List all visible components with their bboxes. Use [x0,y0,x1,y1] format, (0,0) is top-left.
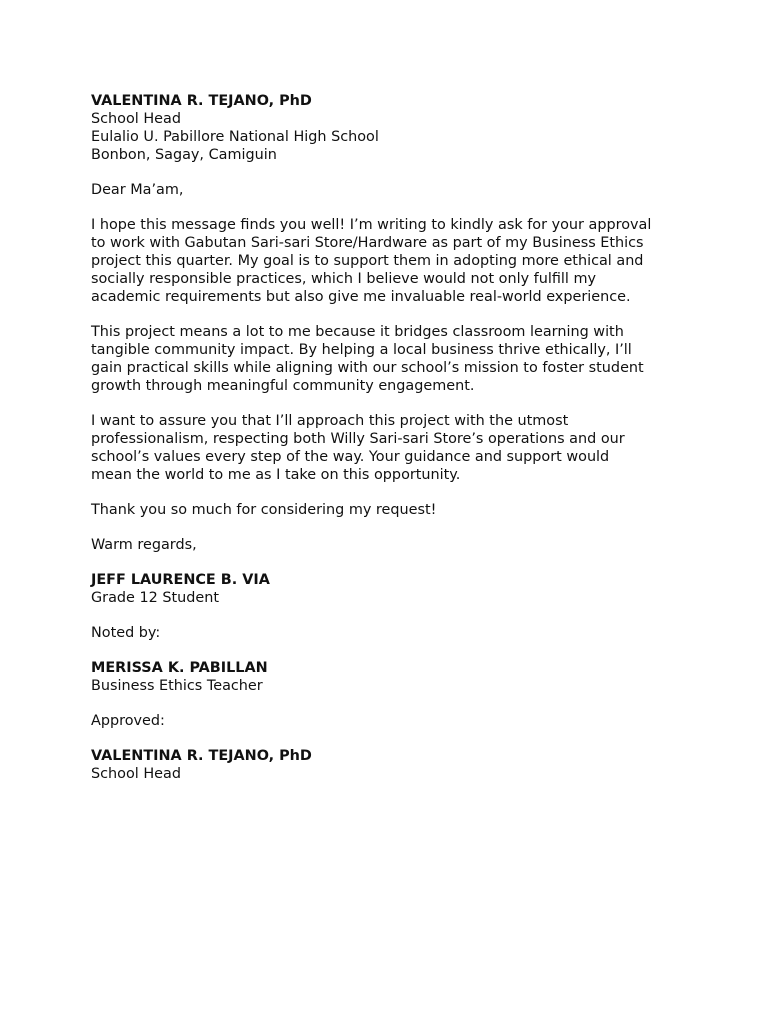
paragraph-line: This project means a lot to me because it bridges classroom learning with [91,324,624,340]
recipient-title: School Head [91,111,181,127]
paragraph-line: school’s values every step of the way. Your guidance and support would [91,449,610,465]
noted-label: Noted by: [91,625,161,641]
paragraph-line: growth through meaningful community engagement. [91,378,475,394]
approved-title: School Head [91,766,181,782]
salutation: Dear Ma’am, [91,182,184,198]
approved-block [91,747,691,783]
recipient-address: Bonbon, Sagay, Camiguin [91,147,277,163]
paragraph-line: to work with Gabutan Sari-sari Store/Hardware as part of my Business Ethics [91,235,644,251]
sender-name: JEFF LAURENCE B. VIA [91,572,270,588]
letter-body [91,92,691,783]
approved-label: Approved: [91,713,165,729]
paragraph-request [91,216,691,306]
noted-title: Business Ethics Teacher [91,678,263,694]
paragraph-line: academic requirements but also give me invaluable real-world experience. [91,289,631,305]
noted-block [91,659,691,695]
paragraph-line: I hope this message finds you well! I’m writing to kindly ask for your approval [91,217,652,233]
paragraph-line: professionalism, respecting both Willy Sari-sari Store’s operations and our [91,431,625,447]
recipient-block [91,92,691,164]
paragraph-line: mean the world to me as I take on this opportunity. [91,467,461,483]
noted-name: MERISSA K. PABILLAN [91,660,268,676]
sender-title: Grade 12 Student [91,590,219,606]
recipient-school: Eulalio U. Pabillore National High School [91,129,379,145]
paragraph-line: project this quarter. My goal is to support them in adopting more ethical and [91,253,644,269]
paragraph-thanks [91,501,691,519]
paragraph-meaning [91,323,691,395]
closing: Warm regards, [91,537,197,553]
recipient-name: VALENTINA R. TEJANO, PhD [91,93,312,109]
paragraph-line: gain practical skills while aligning with our school’s mission to foster student [91,360,644,376]
paragraph-line: tangible community impact. By helping a local business thrive ethically, I’ll [91,342,632,358]
approved-name: VALENTINA R. TEJANO, PhD [91,748,312,764]
paragraph-assurance [91,412,691,484]
paragraph-line: I want to assure you that I’ll approach this project with the utmost [91,413,569,429]
paragraph-line: Thank you so much for considering my request! [91,502,437,518]
paragraph-line: socially responsible practices, which I believe would not only fulfill my [91,271,597,287]
sender-block [91,571,691,607]
